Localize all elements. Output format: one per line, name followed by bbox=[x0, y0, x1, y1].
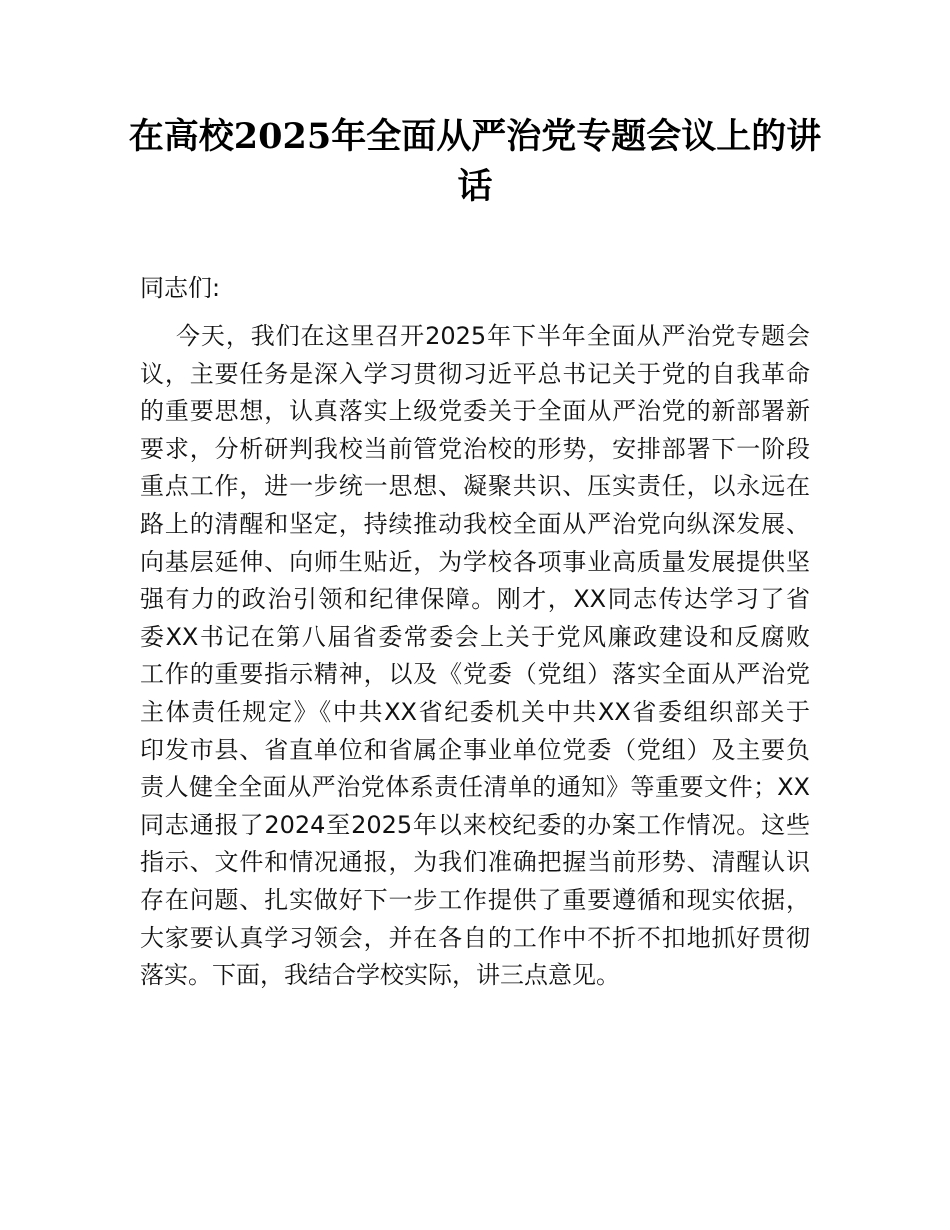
title-line-1: 在高校2025年全面从严治党专题会议上的讲 bbox=[128, 116, 822, 157]
paragraph-line: 委XX书记在第八届省委常委会上关于党风廉政建设和反腐败 bbox=[140, 622, 810, 651]
body-paragraph bbox=[140, 318, 810, 995]
paragraph-line: 要求，分析研判我校当前管党治校的形势，安排部署下一阶段 bbox=[140, 434, 810, 463]
greeting: 同志们: bbox=[140, 274, 221, 302]
paragraph-line: 责人健全全面从严治党体系责任清单的通知》等重要文件；XX bbox=[140, 773, 810, 802]
paragraph-line: 主体责任规定》《中共XX省纪委机关中共XX省委组织部关于 bbox=[140, 697, 810, 726]
paragraph-line: 存在问题、扎实做好下一步工作提供了重要遵循和现实依据， bbox=[140, 885, 810, 914]
paragraph-line: 向基层延伸、向师生贴近，为学校各项事业高质量发展提供坚 bbox=[140, 547, 810, 576]
paragraph-line: 的重要思想，认真落实上级党委关于全面从严治党的新部署新 bbox=[140, 397, 810, 426]
title-line-2: 话 bbox=[457, 166, 493, 207]
paragraph-line: 强有力的政治引领和纪律保障。刚才，XX同志传达学习了省 bbox=[140, 585, 810, 614]
paragraph-line: 指示、文件和情况通报，为我们准确把握当前形势、清醒认识 bbox=[140, 848, 810, 877]
paragraph-line: 落实。下面，我结合学校实际，讲三点意见。 bbox=[140, 961, 620, 990]
paragraph-line: 今天，我们在这里召开2025年下半年全面从严治党专题会 bbox=[176, 322, 810, 350]
paragraph-line: 议，主要任务是深入学习贯彻习近平总书记关于党的自我革命 bbox=[140, 359, 810, 388]
paragraph-line: 重点工作，进一步统一思想、凝聚共识、压实责任，以永远在 bbox=[140, 472, 810, 501]
paragraph-line: 大家要认真学习领会，并在各自的工作中不折不扣地抓好贯彻 bbox=[140, 923, 810, 952]
paragraph-line: 工作的重要指示精神，以及《党委（党组）落实全面从严治党 bbox=[140, 660, 810, 689]
paragraph-line: 印发市县、省直单位和省属企事业单位党委（党组）及主要负 bbox=[140, 735, 810, 764]
paragraph-line: 路上的清醒和坚定，持续推动我校全面从严治党向纵深发展、 bbox=[140, 509, 810, 538]
paragraph-line: 同志通报了2024至2025年以来校纪委的办案工作情况。这些 bbox=[140, 810, 810, 839]
document-title bbox=[120, 112, 830, 212]
